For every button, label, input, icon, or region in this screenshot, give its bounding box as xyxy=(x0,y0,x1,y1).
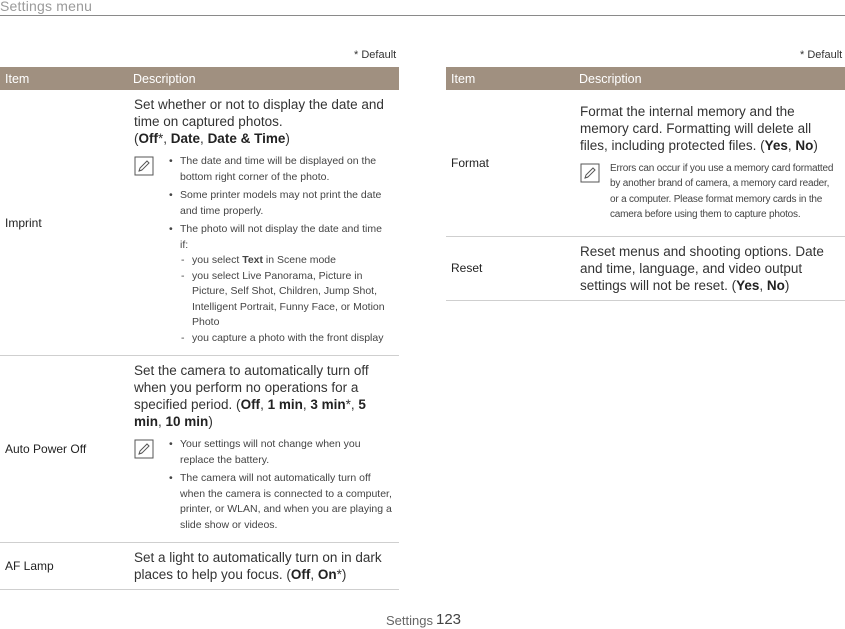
sub-item: - you capture a photo with the front display xyxy=(180,331,393,347)
format-description-text: Format the internal memory and the memory card. Formatting will delete all files, including protected files. (Yes, No) xyxy=(580,103,818,153)
sub-item: - you select Text in Scene mode xyxy=(180,253,393,269)
table-header-row xyxy=(446,67,845,90)
reset-description-text: Reset menus and shooting options. Date and time, language, and video output settings will not be reset. (Yes, No) xyxy=(580,243,824,293)
column-header-item: Item xyxy=(446,67,574,90)
format-note xyxy=(580,161,839,223)
settings-table-right xyxy=(446,67,845,301)
item-af-lamp: AF Lamp xyxy=(0,543,128,590)
table-row-imprint xyxy=(0,90,399,356)
description-af-lamp xyxy=(128,543,399,590)
description-format xyxy=(574,90,845,236)
format-note-text: Errors can occur if you use a memory card formatted by another brand of camera, a memory card reader, or a computer. Please format memory cards in the camera before using them to capture photos. xyxy=(610,162,834,221)
option-off: Off xyxy=(138,131,158,146)
sub-item: - you select Live Panorama, Picture in Picture, Self Shot, Children, Jump Shot, Intelligent Portrait, Funny Face, or Motion Photo xyxy=(180,269,393,331)
option-date-time: Date & Time xyxy=(207,131,286,146)
column-header-item: Item xyxy=(0,67,128,90)
page-number: 123 xyxy=(436,611,462,628)
item-format: Format xyxy=(446,90,574,236)
auto-power-off-note-list xyxy=(164,437,393,536)
note-pencil-icon xyxy=(134,154,164,349)
description-imprint xyxy=(128,90,399,356)
item-auto-power-off: Auto Power Off xyxy=(0,356,128,543)
settings-table-left xyxy=(0,67,399,590)
table-header-row xyxy=(0,67,399,90)
column-header-description: Description xyxy=(128,67,399,90)
auto-power-off-note xyxy=(134,437,393,536)
table-row-format xyxy=(446,90,845,236)
note-pencil-icon xyxy=(134,437,164,536)
item-imprint: Imprint xyxy=(0,90,128,356)
imprint-description-text: Set whether or not to display the date and time on captured photos. (Off*, Date, Date & Time) xyxy=(134,97,384,146)
note-item: • Some printer models may not print the date and time properly. xyxy=(164,188,393,219)
description-reset xyxy=(574,236,845,300)
table-row-reset xyxy=(446,236,845,300)
option-date: Date xyxy=(170,131,201,146)
note-item: • The camera will not automatically turn off when the camera is connected to a computer, printer, or WLAN, and when you are playing a slide show or videos. xyxy=(164,471,393,533)
af-lamp-description-text: Set a light to automatically turn on in dark places to help you focus. (Off, On*) xyxy=(134,550,382,582)
auto-power-off-description-text: Set the camera to automatically turn off when you perform no operations for a specified period. (Off, 1 min, 3 min*, 5 min, 10 min) xyxy=(134,363,369,429)
default-legend-right: * Default xyxy=(800,49,843,61)
footer-section-label: Settings xyxy=(386,613,433,628)
description-auto-power-off xyxy=(128,356,399,543)
header-divider xyxy=(0,15,845,16)
note-pencil-icon xyxy=(580,161,610,223)
item-reset: Reset xyxy=(446,236,574,300)
imprint-note xyxy=(134,154,393,349)
default-legend-left: * Default xyxy=(354,49,397,61)
table-row-af-lamp xyxy=(0,543,399,590)
column-header-description: Description xyxy=(574,67,845,90)
table-row-auto-power-off xyxy=(0,356,399,543)
imprint-note-list xyxy=(164,154,393,349)
note-item: • The photo will not display the date and time if: - you select Text in Scene mode - you select Live Panorama, Picture in Picture, Self Shot, Children, Jump Shot, Intelligent Portrait, Funny Face, or Motion Photo - you capture a photo with the front display xyxy=(164,222,393,346)
page-section-title: Settings menu xyxy=(0,0,93,14)
note-item: • The date and time will be displayed on the bottom right corner of the photo. xyxy=(164,154,393,185)
imprint-sub-list xyxy=(180,253,393,346)
note-item: • Your settings will not change when you replace the battery. xyxy=(164,437,393,468)
